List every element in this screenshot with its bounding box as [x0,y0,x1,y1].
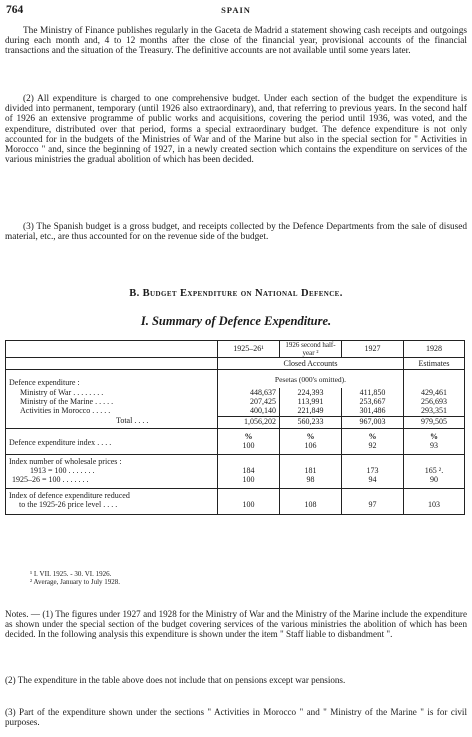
defence-expenditure-table [5,340,464,515]
wholesale-label: Index number of wholesale prices : [9,456,122,466]
section-heading-i: I. Summary of Defence Expenditure. [140,314,332,328]
note-3: (3) Part of the expenditure shown under the sections " Activities in Morocco " and " Ministry of the Marine " is for civil purposes. [5,707,467,727]
table-row: 1913 = 100 . . . . . . . 184 181 173 165 ². [6,466,465,475]
running-head: SPAIN [221,5,251,15]
paragraph-gross-budget: (3) The Spanish budget is a gross budget, and receipts collected by the Defence Departments from the sale of disused material, etc., are thus accounted for on the revenue side of the budget. [5,222,467,243]
note-1: Notes. — (1) The figures under 1927 and 1928 for the Ministry of War and the Ministry of the Marine include the expenditure as shown under the special section of the budget covering services of the various ministries the abolition of which has been decided. In the following analysis this expenditure is shown under the item " Staff liable to disbandment ". [5,609,467,639]
col-header-1927: 1927 [342,341,404,358]
defence-expenditure-label: Defence expenditure : [9,378,80,388]
section-heading-b: B. Budget Expenditure on National Defence. [129,288,343,299]
table-row: Ministry of War . . . . . . . . 448,637 224,393 411,850 429,461 [6,388,465,397]
table-row: Activities in Morocco . . . . . 400,140 221,849 301,486 293,351 [6,406,465,416]
note-2: (2) The expenditure in the table above does not include that on pensions except war pensions. [5,675,346,685]
table-row-total: Total . . . . 1,056,202 560,233 967,003 979,505 [6,416,465,428]
page-number: 764 [6,4,24,16]
table-row: 1925–26 = 100 . . . . . . . 100 98 94 90 [6,475,465,488]
col-header-1926: 1926 second half-year ² [280,341,342,358]
footnote-2: ² Average, January to July 1928. [30,578,121,586]
estimates-label: Estimates [404,358,465,370]
closed-accounts-label: Closed Accounts [218,358,404,370]
paragraph-finance-publications: The Ministry of Finance publishes regularly in the Gaceta de Madrid a statement showing cash receipts and outgoings during each month and, 4 to 12 months after the close of the financial year, provisional accounts of the financial transactions and the situation of the Treasury. The definitive accounts are not available until some years later. [5,26,467,57]
table-row-index: Defence expenditure index . . . . % 100 % 106 % 92 % 93 [6,428,465,454]
table-row-reduced: Index of defence expenditure reduced to the 1925-26 price level . . . . 100 108 97 103 [6,488,465,514]
table-row: Ministry of the Marine . . . . . 207,425 113,991 253,667 256,693 [6,397,465,406]
col-header-1928: 1928 [404,341,465,358]
col-header-1925: 1925–26¹ [218,341,280,358]
footnote-1: ¹ I. VII. 1925. - 30. VI. 1926. [30,570,112,578]
page-header [6,4,466,18]
pesetas-note: Pesetas (000's omitted). [218,370,404,388]
paragraph-budget-structure: (2) All expenditure is charged to one comprehensive budget. Under each section of the budget the expenditure is divided into permanent, temporary (until 1926 also extraordinary), and, that referring to previous years. In the second half of 1926 an extensive programme of public works and acquisitions, covering the period until 1936, was voted, and the expenditure, distributed over that period, forms a special extraordinary budget. The defence expenditure is not only accounted for in the budgets of the Ministries of War and of the Marine but also in the special section for " Activities in Morocco " and, since the beginning of 1927, in a newly created section which contains the expenditure on services of the various ministries the gradual abolition of which has been decided. [5,94,467,166]
